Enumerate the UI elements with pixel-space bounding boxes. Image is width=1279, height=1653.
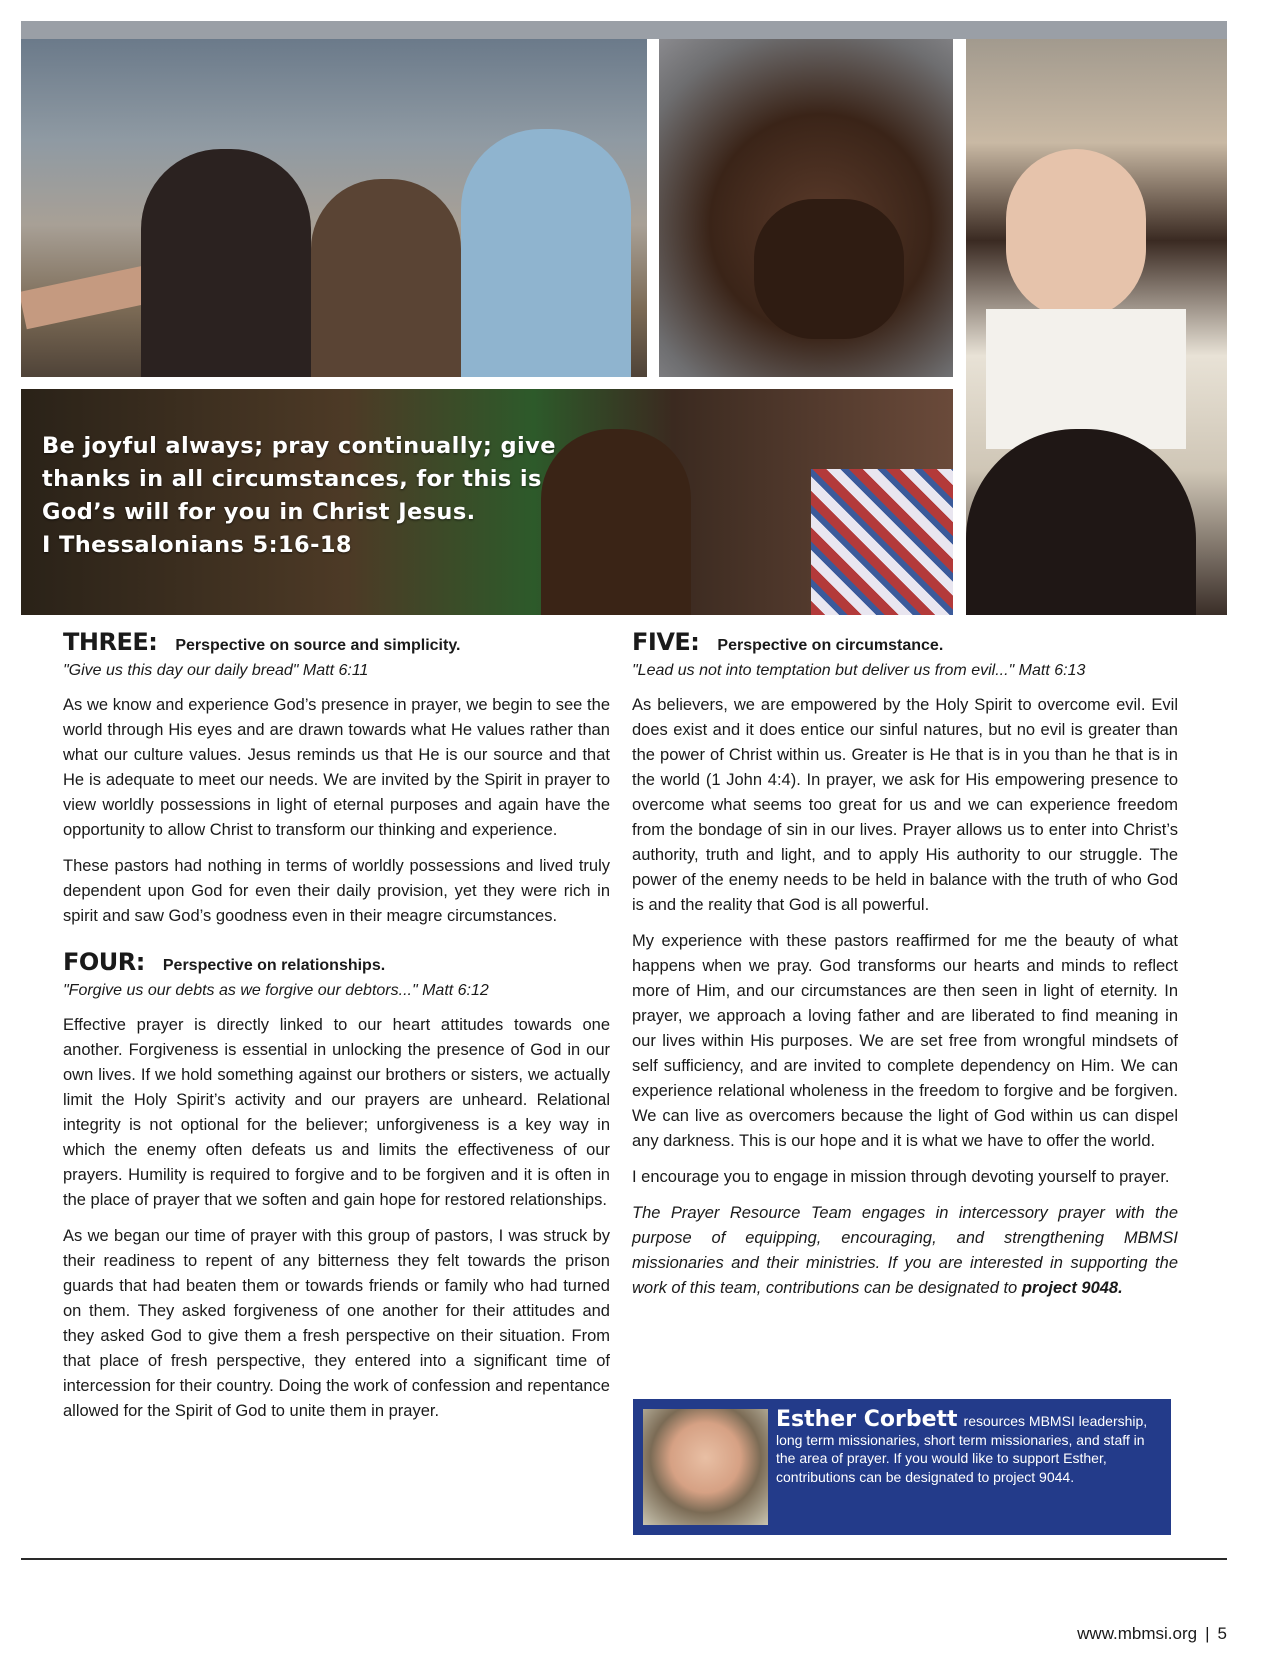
prayer-team-note (632, 1201, 1178, 1301)
left-column (63, 630, 610, 1435)
author-name: Esther Corbett (776, 1407, 958, 1432)
verse-reference: I Thessalonians 5:16-18 (42, 532, 352, 558)
section-quote: "Lead us not into temptation but deliver us from evil..." Matt 6:13 (632, 662, 1086, 679)
paragraph: As we began our time of prayer with this group of pastors, I was struck by their readiness to repent of any bitterness they felt towards the prison guards that had beaten them or towards friends or family who had turned on them. They asked forgiveness of one another for their attitudes and they asked God to give them a fresh perspective on their situation. From that place of fresh perspective, they entered into a significant time of intercession for their country. Doing the work of confession and repentance allowed for the Spirit of God to unite them in prayer. (63, 1227, 610, 1420)
top-strip (21, 21, 1227, 39)
section-five-heading (632, 630, 1178, 658)
footer-separator: | (1205, 1624, 1210, 1643)
paragraph: Effective prayer is directly linked to our heart attitudes towards one another. Forgiveness is essential in unlocking the presence of God in our own lives. If we hold something against our brothers or sisters, we actually limit the Holy Spirit’s activity and our prayers are unheard. Relational integrity is not optional for the believer; unforgiveness is a key way in which the enemy often defeats us and limits the effectiveness of our prayers. Humility is required to forgive and to be forgiven and it is often in the place of prayer that we soften and gain hope for restored relationships. (63, 1016, 610, 1209)
section-number: FIVE: (632, 628, 700, 656)
section-number: THREE: (63, 628, 158, 656)
paragraph: As we know and experience God’s presence in prayer, we begin to see the world through His eyes and are drawn towards what He values rather than what our culture values. Jesus reminds us that He is our source and that He is adequate to meet our needs. We are invited by the Spirit in prayer to view worldly possessions in light of eternal purposes and again have the opportunity to allow Christ to transform our thinking and experience. (63, 696, 610, 839)
right-column (632, 630, 1178, 1313)
section-title: Perspective on circumstance. (717, 637, 944, 654)
section-four-heading (63, 950, 610, 978)
bio-text (776, 1407, 1161, 1486)
section-quote: "Forgive us our debts as we forgive our debtors..." Matt 6:12 (63, 982, 489, 999)
verse-line: Be joyful always; pray continually; give (42, 433, 556, 459)
paragraph: These pastors had nothing in terms of worldly possessions and lived truly dependent upon God for even their daily provision, yet they were rich in spirit and saw God’s goodness even in their meagre circumstances. (63, 857, 610, 925)
page-footer (1077, 1624, 1227, 1644)
verse-line: God’s will for you in Christ Jesus. (42, 499, 476, 525)
section-three-heading (63, 630, 610, 658)
photo-person-praying-hands (659, 39, 953, 377)
footer-divider (21, 1558, 1227, 1560)
bio-description: resources MBMSI leadership, long term missionaries, short term missionaries, and staff in the area of prayer. If you would like to support Esther, contributions can be designated to project 9044. (776, 1413, 1148, 1485)
verse-line: thanks in all circumstances, for this is (42, 466, 542, 492)
page-number: 5 (1217, 1624, 1227, 1643)
author-bio-box (633, 1399, 1171, 1535)
note-text: The Prayer Resource Team engages in intercessory prayer with the purpose of equipping, encouraging, and strengthening MBMSI missionaries and their ministries. If you are interested in supporting the work of this team, contributions can be designated to (632, 1204, 1178, 1297)
section-number: FOUR: (63, 948, 145, 976)
photo-women-hillside (21, 39, 647, 377)
website-link[interactable]: www.mbmsi.org (1077, 1624, 1198, 1643)
project-number: project 9048. (1021, 1279, 1123, 1297)
author-photo (643, 1409, 768, 1525)
scripture-banner (42, 430, 562, 562)
section-title: Perspective on source and simplicity. (175, 637, 461, 654)
paragraph: I encourage you to engage in mission through devoting yourself to prayer. (632, 1168, 1170, 1186)
paragraph: My experience with these pastors reaffirmed for me the beauty of what happens when we pray. God transforms our hearts and minds to reflect more of Him, and our circumstances are then seen in light of eternity. In prayer, we approach a loving father and are liberated to find meaning in our lives within His purposes. We are set free from wrongful mindsets of self sufficiency, and are invited to complete dependency on Him. We can experience relational wholeness in the freedom to forgive and be forgiven. We can live as overcomers because the light of God within us can dispel any darkness. This is our hope and it is what we have to offer the world. (632, 932, 1178, 1150)
section-quote: "Give us this day our daily bread" Matt 6:11 (63, 662, 369, 679)
section-title: Perspective on relationships. (162, 957, 386, 974)
photo-women-praying (966, 39, 1227, 615)
paragraph: As believers, we are empowered by the Holy Spirit to overcome evil. Evil does exist and it does entice our sinful natures, but no evil is greater than the power of Christ within us. Greater is He that is in you than he that is in the world (1 John 4:4). In prayer, we ask for His empowering presence to overcome what seems too great for us and we can experience freedom from the bondage of sin in our lives. Prayer allows us to enter into Christ’s authority, truth and light, and to apply His authority to our struggle. The power of the enemy needs to be held in balance with the truth of who God is and the reality that God is all powerful. (632, 696, 1178, 914)
